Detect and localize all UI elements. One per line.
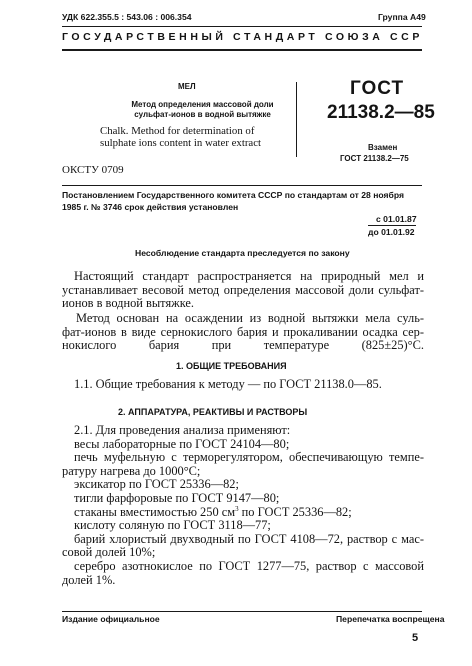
replaces-label: Взамен (368, 143, 398, 152)
udk-code: УДК 622.355.5 : 543.06 : 006.354 (62, 12, 192, 22)
equipment-barium-cont: совой долей 10%; (62, 545, 156, 560)
top-rule (62, 26, 422, 27)
standard-number: 21138.2—85 (327, 102, 435, 123)
okstu-code: ОКСТУ 0709 (62, 164, 124, 176)
clause-2-1: 2.1. Для проведения анализа применяют: (74, 423, 291, 437)
validity-to: до 01.01.92 (368, 227, 415, 237)
banner-rule (62, 49, 422, 51)
subject-title: МЕЛ (178, 82, 196, 91)
section-2-heading: 2. АППАРАТУРА, РЕАКТИВЫ И РАСТВОРЫ (118, 407, 308, 417)
section-1-heading: 1. ОБЩИЕ ТРЕБОВАНИЯ (176, 361, 287, 371)
standard-banner: ГОСУДАРСТВЕННЫЙ СТАНДАРТ СОЮЗА ССР (62, 31, 423, 43)
method-title-en: Chalk. Method for determination of sulphate ions content in water extract (100, 125, 261, 149)
equipment-furnace-cont: ратуру нагрева до 1000°С; (62, 463, 201, 478)
official-edition: Издание официальное (62, 614, 160, 624)
equipment-acid: кислоту соляную по ГОСТ 3118—77; (74, 518, 271, 533)
clause-1-1: 1.1. Общие требования к методу — по ГОСТ 21138.0—85. (74, 377, 382, 391)
equipment-desiccator: эксикатор по ГОСТ 25336—82; (74, 477, 239, 492)
equipment-silver: серебро азотнокислое по ГОСТ 1277—75, раствор с массовой (74, 558, 424, 573)
compliance-notice: Несоблюдение стандарта преследуется по закону (135, 248, 350, 258)
reprint-prohibited: Перепечатка воспрещена (336, 614, 445, 624)
equipment-scales: весы лабораторные по ГОСТ 24104—80; (74, 436, 290, 451)
resolution-line-2: 1985 г. № 3746 срок действия установлен (62, 202, 239, 212)
middle-rule (62, 185, 422, 186)
replaces-standard: ГОСТ 21138.2—75 (340, 154, 409, 163)
gost-label: ГОСТ (350, 78, 405, 99)
equipment-beakers: стаканы вместимостью 250 $см^3$ по ГОСТ 25336—82; (74, 504, 352, 519)
method-paragraph: Метод основан на осаждении из водной вытяжки мела суль- фат-ионов в виде сернокислого бария и прокаливании осадка сер- нокислого бария при температуре (825±25)°С. (62, 311, 424, 353)
method-title-ru: Метод определения массовой доли сульфат-ионов в водной вытяжке (131, 100, 274, 119)
validity-rule (368, 225, 416, 226)
title-divider (296, 82, 297, 157)
page-number: 5 (412, 632, 419, 644)
equipment-barium: барий хлористый двухводный по ГОСТ 4108—72, раствор с мас- (74, 531, 424, 546)
intro-paragraph: Настоящий стандарт распространяется на природный мел и устанавливает весовой метод определения массовой доли сульфат- ионов в водной вытяжке. (62, 269, 424, 311)
validity-from: с 01.01.87 (376, 214, 417, 224)
equipment-crucibles: тигли фарфоровые по ГОСТ 9147—80; (74, 490, 280, 505)
resolution-line-1: Постановлением Государственного комитета СССР по стандартам от 28 ноября (62, 190, 404, 200)
group-code: Группа А49 (378, 12, 426, 22)
equipment-list (62, 424, 424, 587)
equipment-silver-cont: долей 1%. (62, 572, 116, 587)
equipment-furnace: печь муфельную с терморегулятором, обеспечивающую темпе- (74, 450, 424, 465)
footer-rule (62, 611, 422, 612)
